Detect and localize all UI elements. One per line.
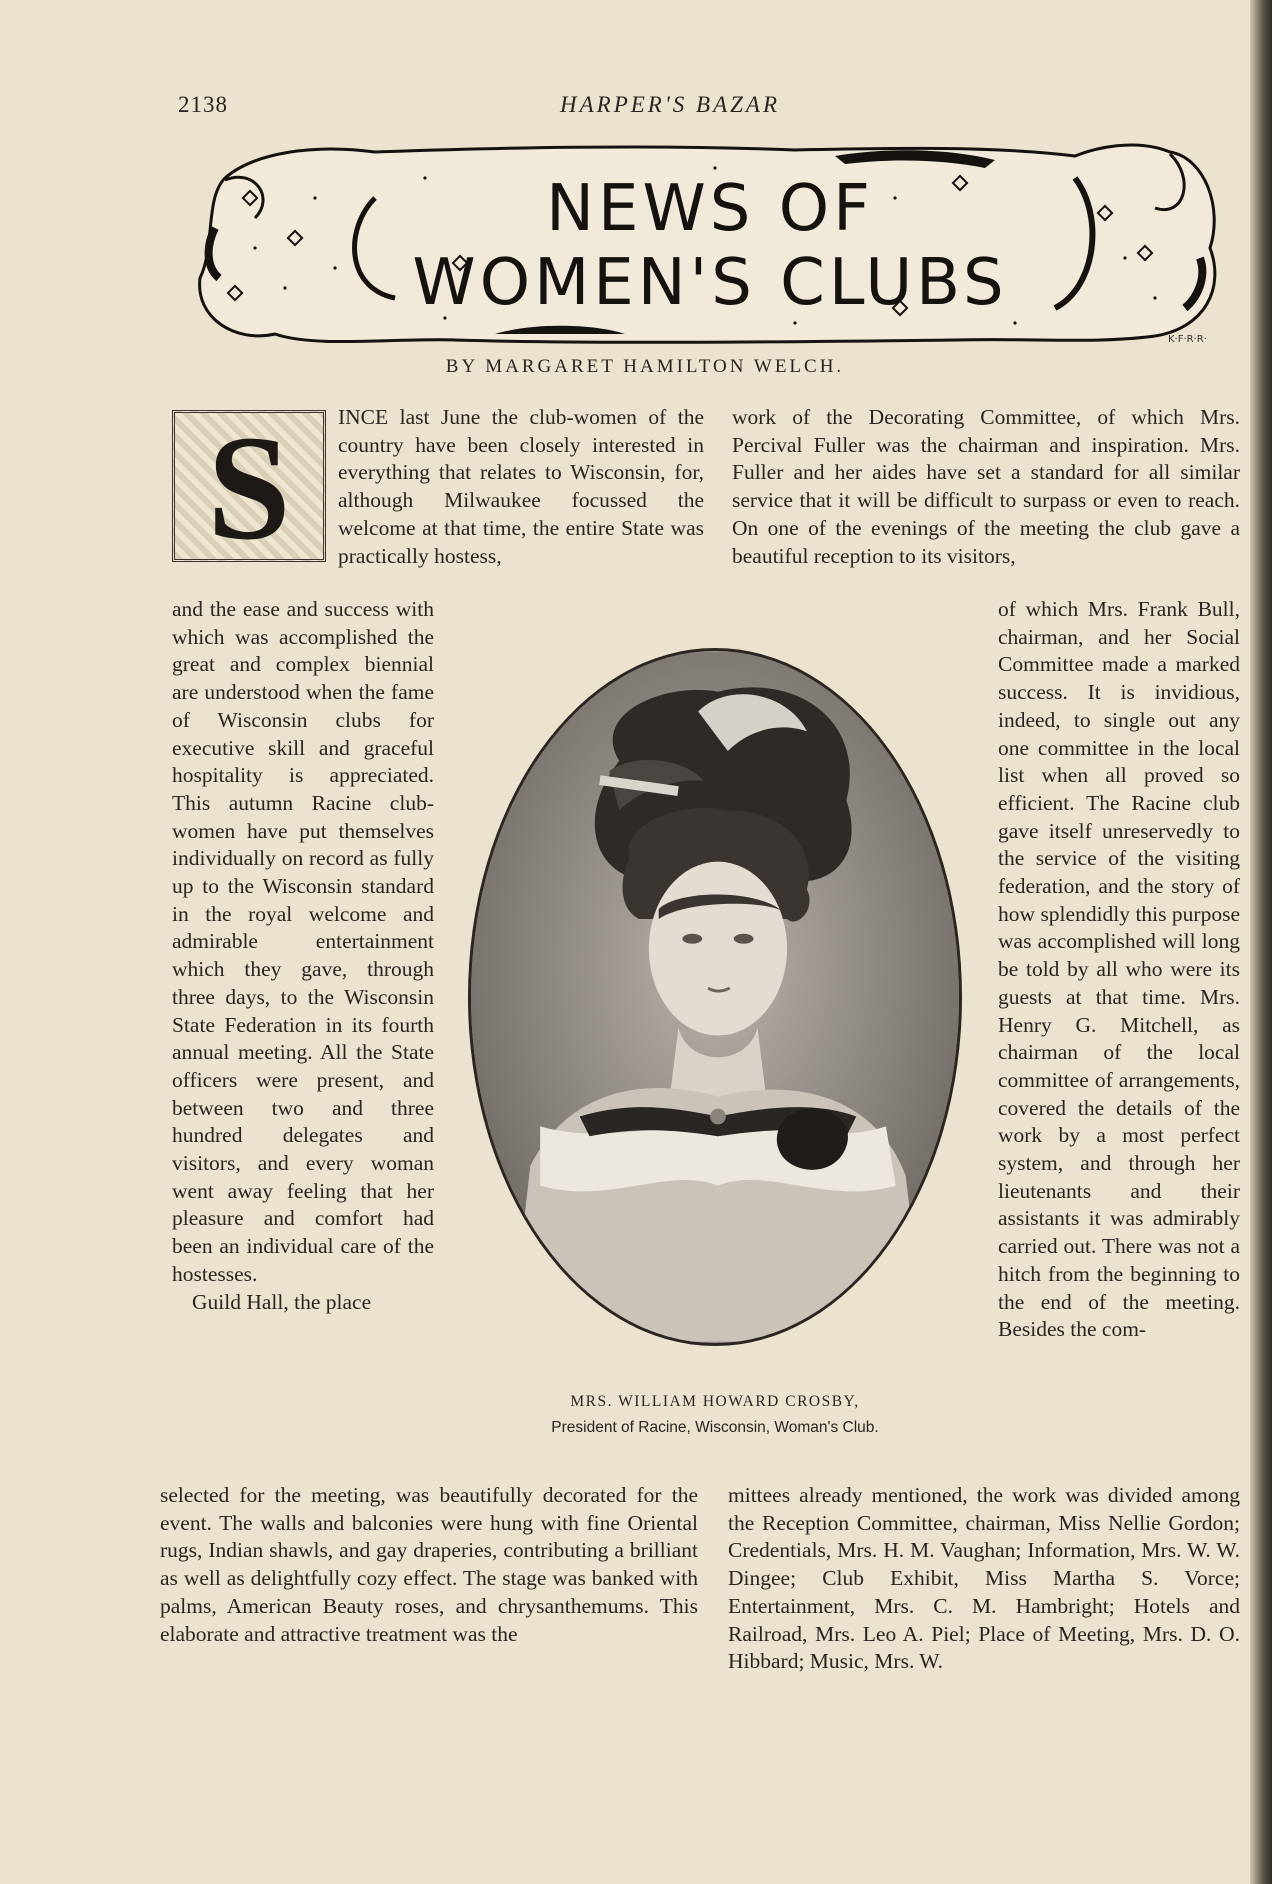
artist-monogram: K·F·R·R· — [1168, 334, 1207, 345]
byline: BY MARGARET HAMILTON WELCH. — [445, 356, 845, 377]
left-column-intro — [172, 404, 704, 570]
paragraph-right-top: work of the Decorating Committee, of which Mrs. Percival Fuller was the chairman and inspiration. Mrs. Fuller and her aides have set a standard for all similar service that it will be difficult to surpass or even to reach. On one of the evenings of the meeting the club gave a beautiful reception to its visitors, — [732, 405, 1240, 568]
paragraph-right-narrow: of which Mrs. Frank Bull, chairman, and her Social Committee made a marked success. It is invidious, indeed, to single out any one committee in the local list when all proved so efficient. The Racine club gave itself unreservedly to the service of the visiting federation, and the story of how splendidly this purpose was accomplished will long be told by all who were its guests at that time. Mrs. Henry G. Mitchell, as chairman of the local committee of arrangements, covered the details of the work by a most perfect system, and through her lieutenants and their assistants it was admirably carried out. There was not a hitch from the beginning to the end of the meeting. Besides the com- — [998, 597, 1240, 1342]
portrait-illustration — [471, 651, 959, 1343]
left-column-bottom — [160, 1482, 698, 1648]
page-edge — [1250, 0, 1272, 1884]
drop-cap-letter: S — [207, 405, 291, 571]
right-column-bottom — [728, 1482, 1240, 1676]
photo-caption-name: MRS. WILLIAM HOWARD CROSBY, — [570, 1393, 860, 1410]
left-column-narrow — [172, 596, 434, 1316]
page-number: 2138 — [178, 92, 228, 117]
banner-title-line-1: NEWS OF — [546, 172, 874, 246]
photo-caption-title: President of Racine, Wisconsin, Woman's Club. — [551, 1419, 879, 1436]
running-head: HARPER'S BAZAR — [560, 92, 781, 117]
banner-title-line-2: WOMEN'S CLUBS — [412, 246, 1008, 320]
right-column-narrow — [998, 596, 1240, 1344]
drop-cap — [172, 405, 326, 571]
paragraph-left-bottom: selected for the meeting, was beautifully decorated for the event. The walls and balconies were hung with fine Oriental rugs, Indian shawls, and gay draperies, contributing a brilliant as well as delightfully cozy effect. The stage was banked with palms, American Beauty roses, and chrysanthemums. This elaborate and attractive treatment was the — [160, 1483, 698, 1646]
paragraph-intro: INCE last June the club-women of the country have been closely interested in everything that relates to Wisconsin, for, although Milwaukee focussed the welcome at that time, the entire State was practically hostess, — [338, 405, 704, 568]
title-banner — [195, 138, 1225, 348]
paragraph-left-narrow: and the ease and success with which was accomplished the great and complex biennial are understood when the fame of Wisconsin clubs for executive skill and graceful hospitality is appreciated. This autumn Racine club-women have put themselves individually on record as fully up to the Wisconsin standard in the royal welcome and admirable entertainment which they gave, through three days, to the Wisconsin State Federation in its fourth annual meeting. All the State officers were present, and between two and three hundred delegates and visitors, and every woman went away feeling that her pleasure and comfort had been an individual care of the hostesses. — [172, 597, 434, 1286]
paragraph-right-bottom: mittees already mentioned, the work was divided among the Reception Committee, chairman, Miss Nellie Gordon; Credentials, Mrs. H. M. Vaughan; Information, Mrs. W. W. Dingee; Club Exhibit, Miss Martha S. Vorce; Entertainment, Mrs. C. M. Hambright; Hotels and Railroad, Mrs. Leo A. Piel; Place of Meeting, Mrs. D. O. Hibbard; Music, Mrs. W. — [728, 1483, 1240, 1674]
right-column-top — [732, 404, 1240, 570]
paragraph-guild-hall: Guild Hall, the place — [192, 1289, 372, 1314]
portrait-photo — [468, 648, 962, 1346]
